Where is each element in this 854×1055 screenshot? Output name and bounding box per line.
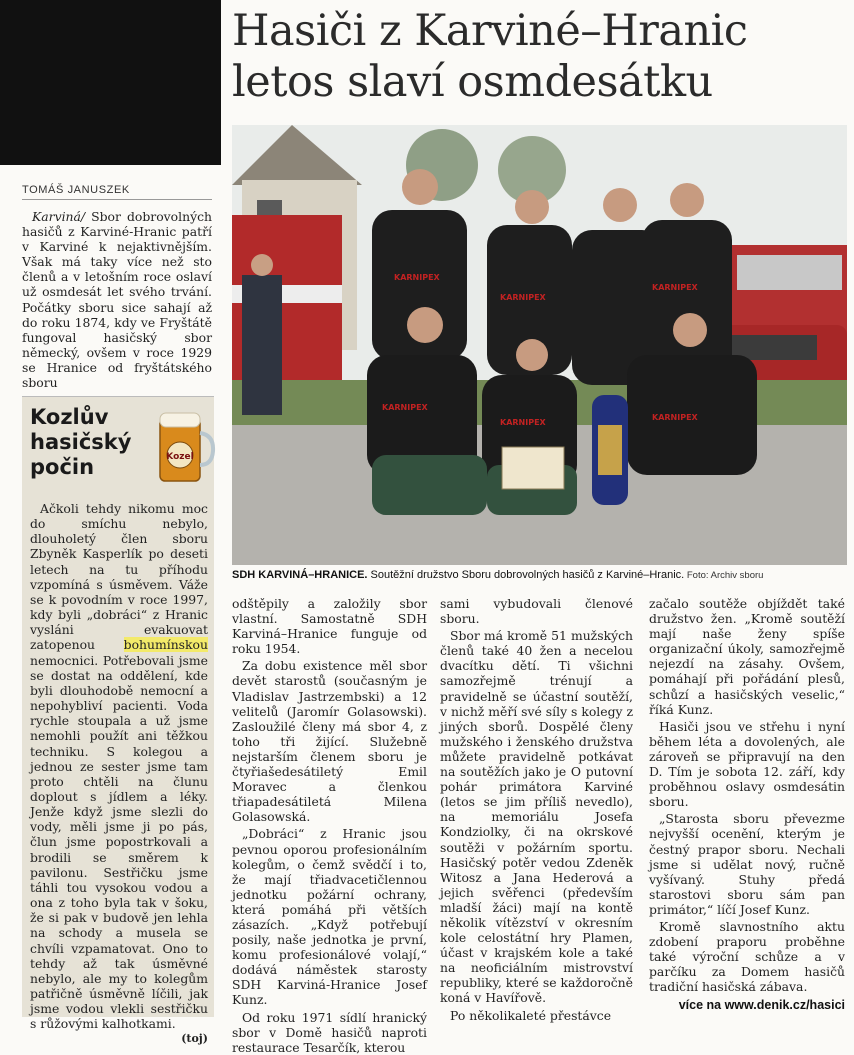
lead-column: [22, 209, 212, 390]
jersey-text: KARNIPEX: [394, 273, 440, 282]
jersey-text: KARNIPEX: [652, 413, 698, 422]
paragraph: Sbor má kromě 51 mužských členů také 40 žen a necelou dvacítku dětí. Ti všichni samozřejmě trénují a pravidelně se účastní soutěží, v nichž měří své síly s kolegy z jiných sborů. Dospělé členy mužského i ženského družstva můžete pravidelně potkávat na soutěžích jako je O putovní pohár primátora Karviné (letos se jim příliš nevedlo), na memoriálu Josefa Kondziolky, či na okrskové soutěži v požárním sportu. Hasičský potěr vedou Zdeněk Witosz a Jana Hederová a jejich svěřenci (především mladší žáci) mají na kontě několik vítězství v okresním kole celostátní hry Plamen, účast v krajském kole a také na neoficiálním mistrovství republiky, které se každoročně koná v Havířově.: [440, 628, 633, 1006]
author-byline: TOMÁŠ JANUSZEK: [22, 184, 212, 200]
headline-line-2: letos slaví osmdesátku: [232, 57, 713, 107]
paragraph: odštěpily a založily sbor vlastní. Samostatně SDH Karviná–Hranice funguje od roku 1954.: [232, 596, 427, 657]
paragraph: Po několikaleté přestávce: [450, 1007, 612, 1023]
caption-bold: SDH KARVINÁ–HRANICE.: [232, 569, 368, 581]
article-column-4: [649, 596, 845, 994]
photo-caption: [232, 569, 850, 581]
beer-mug-icon: [154, 407, 216, 487]
article-column-2: [232, 596, 427, 1055]
paragraph: Kromě slavnostního aktu zdobení praporu proběhne také výroční schůze a v parčíku za Domem hasičů tradiční hasičská zábava.: [649, 918, 845, 995]
sidebar-text-part-1: Ačkoli tehdy nikomu moc do smíchu nebylo, dlouholetý člen sboru Zbyněk Kasperlík po deseti letech na tu příhodu vzpomíná s úsměvem. Váže se k povodním v roce 1997, kdy byli „dobráci“ z Hranic vysláni evakuovat zatopenou: [30, 501, 208, 653]
caption-text: Soutěžní družstvo Sboru dobrovolných hasičů z Karviné–Hranic.: [367, 569, 685, 581]
sidebar-title-line-3: počin: [30, 455, 95, 479]
headline-line-1: Hasiči z Karviné–Hranic: [232, 6, 748, 56]
sidebar-box: [22, 396, 214, 1046]
black-corner-block: [0, 0, 221, 165]
beer-brand-label: Kozel: [166, 452, 194, 462]
paragraph: „Starosta sboru převezme nejvyšší ocenění, kterým je čestný prapor sboru. Nechali jsme si udělat nový, ručně vyšívaný. Stuhy předá starostovi sboru sám pan primátor,“ líčí Josef Kunz.: [649, 811, 845, 917]
jersey-text: KARNIPEX: [652, 283, 698, 292]
sidebar-title-line-1: Kozlův: [30, 405, 109, 429]
paragraph: Hasiči jsou ve střehu i nyní během léta a dovolených, ale zároveň se připravují na den D. Tím je sobota 12. září, kdy proběhnou oslavy osmdesátin sboru.: [649, 718, 845, 810]
headline: [232, 6, 842, 108]
paragraph: začalo soutěže objíždět také družstvo žen. „Kromě soutěží mají naše ženy spíše organizační úkoly, samozřejmě nejezdí na zásahy. Ovšem, pomáhají při pořádání plesů, schůzí a hasičských veselic,“ říká Kunz.: [649, 596, 845, 717]
paragraph: Za dobu existence měl sbor devět starostů (současným je Vladislav Jastrzembski) a 12 velitelů (Jaromír Golasowski). Zasloužilé členy má sbor 4, z toho tři žijící. Služebně nejstarším členem sboru je čtyřiašedesátiletý Emil Moravec a členkou třiapadesátiletá Milena Golasowská.: [232, 658, 427, 825]
signature: (toj): [181, 1032, 208, 1046]
sidebar-title-line-2: hasičský: [30, 430, 132, 454]
sidebar-text: [30, 501, 208, 1047]
firefighters-photo-image: [232, 125, 847, 565]
lead-text: Sbor dobrovolných hasičů z Karviné-Hranic patří v Karviné k nejaktivnějším. Však má taky více než sto členů a v letošním roce oslaví už osmdesát let svého trvání. Počátky sboru sice sahají až do roku 1874, kdy ve Fryštátě fungoval hasičský sbor německý, ovšem v roce 1929 se Hranice od fryštátského sboru: [22, 209, 212, 391]
jersey-text: KARNIPEX: [382, 403, 428, 412]
paragraph: sami vybudovali členové sboru.: [440, 596, 633, 627]
article-column-3: [440, 596, 633, 1023]
dateline: Karviná/: [32, 209, 86, 224]
jersey-text: KARNIPEX: [500, 293, 546, 302]
sidebar-title: [30, 405, 150, 480]
paragraph: Od roku 1971 sídlí hranický sbor v Domě hasičů naproti restaurace Tesarčík, kterou: [232, 1009, 427, 1055]
jersey-text: KARNIPEX: [500, 418, 546, 427]
highlighted-word: bohumínskou: [123, 637, 208, 653]
photo-credit: Foto: Archiv sboru: [684, 570, 764, 581]
paragraph: „Dobráci“ z Hranic jsou pevnou oporou profesionálním kolegům, o čemž svědčí i to, že mají třiadvacetičlennou jednotku požární ochrany, která pomáhá při větších zásazích. „Když potřebují posily, naše jednotka je první, komu profesionálové volají,“ dodává náměstek starosty SDH Karviná-Hranice Josef Kunz.: [232, 826, 427, 1008]
sidebar-text-part-2: nemocnici. Potřebovali jsme se dostat na oddělení, kde byli dlouhodobě nemocní a nepohybliví pacienti. Voda rychle stoupala a už jsme nemohli použít ani těžkou techniku. S kolegou a jednou ze sester jsme tam proto chtěli na člunu doplout s jídlem a léky. Jenže když jsme slezli do vody, měli jsme ji po pás, člun jsme popostrkovali a brodili se směrem k pavilonu. Sestřičku jsme táhli tou vysokou vodou a ona z toho byla tak v šoku, že si pak v budově jen lehla na schody a musela se chvíli vzpamatovat. Ono to tehdy až tak úsměvné nebylo, ale my to kolegům patřičně úsměvně líčili, jak jsme vodou vlekli sestřičku s růžovými kalhotkami.: [30, 652, 208, 1032]
team-photo: [232, 125, 847, 565]
website-link[interactable]: více na www.denik.cz/hasici: [678, 998, 845, 1012]
